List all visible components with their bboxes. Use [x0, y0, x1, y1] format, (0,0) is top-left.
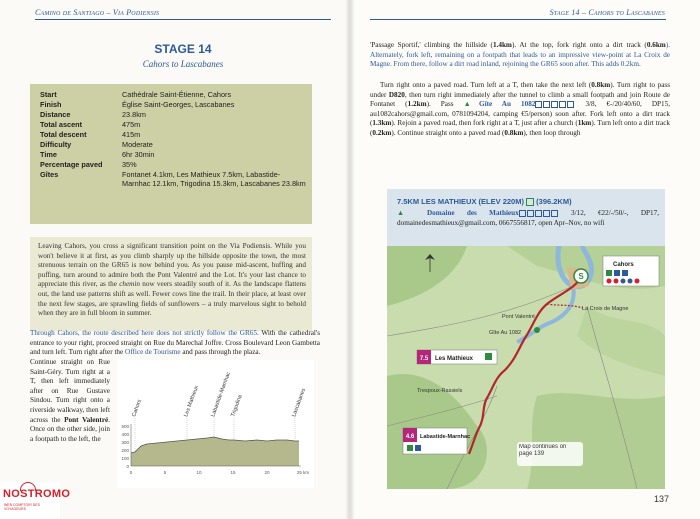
distance: 1km — [577, 119, 592, 128]
amenity-icon — [628, 279, 633, 284]
alternate-route-text: ). Alternately, fork left, remaining on a footpath that leads to an impressive view-point at La Croix de Magne. From there, follow a dirt road inland, rejoining the GR65 soon after. This adds 0.2km. — [370, 41, 671, 69]
house-icon: ▲ — [397, 209, 415, 217]
gite-icon — [407, 445, 413, 451]
amenity-icon — [614, 270, 620, 276]
distance: 0.8km — [504, 128, 524, 137]
text: ). Continue straight onto a paved road ( — [391, 128, 505, 137]
tourist-office-link[interactable]: Office de Tourisme — [125, 348, 181, 357]
info-label: Distance — [40, 110, 71, 119]
amenity-icon — [535, 101, 542, 108]
stage-title: STAGE 14 — [154, 42, 212, 56]
intro-italic-word: chemin — [119, 280, 140, 289]
place-label-croix-de-magne: La Croix de Magne — [582, 306, 629, 312]
amenity-icon — [543, 210, 550, 217]
place-label-trespoux: Trespoux-Rassiels — [417, 388, 463, 394]
amenity-icon — [415, 445, 421, 451]
info-label: Start — [40, 90, 57, 99]
waypoint-gite-name: Domaine des Mathieux — [426, 209, 519, 217]
place-label-gite: Gîte Au 1082 — [489, 330, 522, 336]
info-value: Cathédrale Saint-Étienne, Cahors — [122, 90, 232, 99]
cahors-label: Cahors — [613, 262, 634, 268]
route-text: . Once on the other side, join a footpath to the left, the — [30, 415, 111, 443]
text: ). At the top, fork right onto a dirt track ( — [511, 41, 647, 49]
text: 'Passage Sportif,' climbing the hillside ( — [370, 41, 493, 49]
y-tick-label: 400 — [121, 432, 129, 437]
route-text: and pass through the plaza. — [180, 348, 261, 357]
waypoint-details: 3/12, €22/-/50/-, DP17, domainedesmathieux@gmail.com, 0667556817, open Apr–Nov, no wifi — [397, 209, 659, 227]
forest-area — [527, 393, 665, 489]
info-label: Time — [40, 150, 57, 159]
text: ). Pass — [426, 100, 464, 109]
waypoint-number: 4.6 — [405, 434, 415, 440]
elevation-profile — [117, 360, 314, 488]
amenity-icon — [621, 279, 626, 284]
waypoint-title — [397, 197, 572, 206]
text: 3/8, €-/20/40/60, DP15, au1082cahors@gmail.com, 0781094204, camping €5/person) soon after. Fork left onto a dirt track ( — [370, 100, 671, 128]
waypoint-square-icon — [526, 198, 534, 206]
map-continues-note — [517, 442, 583, 466]
amenity-icon — [535, 210, 542, 217]
route-text: With the cathedral's entrance to your right, proceed straight on Rue du Marechal Joffre. Cross Boulevard Leon Gambetta and turn left. Turn right after the — [30, 329, 320, 357]
logo-text: NOSTROMO — [3, 488, 71, 500]
text: ). Rejoin a paved road, then fork right at a T, just after a church ( — [391, 119, 578, 128]
intro-box — [30, 237, 312, 331]
waypoint-marker-mathieux — [417, 350, 497, 364]
header-rule-left — [35, 19, 331, 20]
gite-marker-icon — [534, 327, 540, 333]
info-value: 35% — [122, 160, 137, 169]
info-value: Moderate — [122, 140, 153, 149]
road-name: D820 — [388, 90, 405, 99]
book-gutter — [346, 0, 354, 519]
x-tick-label: 10 — [196, 470, 202, 475]
intro-part: now veers steadily south of it. As the landscape flattens out, the land use patterns shift as well. Fewer cows line the trail. In their place, at least over the next few stages, are sprawling fields of sunflowers – a truly marvelous sight to behold when they are in full bloom in summer. — [38, 280, 306, 318]
running-head-right: Stage 14 – Cahors to Lascabanes — [549, 8, 665, 17]
x-tick-label: 5 — [163, 470, 167, 475]
amenity-icon — [543, 101, 550, 108]
text: ). Turn right to pass under — [370, 81, 671, 99]
house-icon: ▲ — [463, 100, 479, 109]
x-tick-label: 25 km — [296, 470, 310, 475]
waypoint-heading: 7.5KM LES MATHIEUX (ELEV 220M) — [397, 197, 524, 206]
amenity-icon — [607, 279, 612, 284]
text: , then turn right immediately after the tunnel to climb a small footpath and join Route de Fontanet ( — [370, 90, 670, 109]
waypoint-text — [397, 209, 659, 228]
continues-text-wrap — [519, 444, 581, 466]
profile-place-label: Labastide-Marnhac — [210, 371, 232, 418]
info-value: 475m — [122, 120, 141, 129]
info-label: Total ascent — [40, 120, 83, 129]
info-label: Total descent — [40, 130, 87, 139]
distance: 1.2km — [407, 100, 427, 109]
text: ), then loop through — [523, 128, 581, 137]
distance: 1.3km — [372, 119, 392, 128]
distance: 0.2km — [372, 128, 392, 137]
profile-place-label: Lascabanes — [291, 387, 308, 418]
route-paragraph-narrow — [30, 358, 110, 444]
amenity-icon — [622, 270, 628, 276]
text: Turn right onto a paved road. Turn left at a T, then take the next left ( — [380, 81, 592, 89]
amenity-icon — [551, 210, 558, 217]
y-tick-label: 500 — [121, 424, 129, 429]
pont-valentre-label: Pont Valentré — [64, 415, 109, 424]
info-value: 6hr 30min — [122, 150, 155, 159]
info-label: Gîtes — [40, 170, 59, 179]
continues-text: Map continues on page 139 — [519, 444, 567, 457]
amenity-icon — [567, 101, 574, 108]
info-label: Percentage paved — [40, 160, 103, 169]
profile-background — [117, 360, 314, 488]
running-head-left: Camino de Santiago – Via Podiensis — [35, 8, 160, 17]
x-tick-label: 20 — [264, 470, 270, 475]
page-number: 137 — [654, 494, 670, 504]
y-tick-label: 300 — [121, 440, 129, 445]
info-label: Finish — [40, 100, 62, 109]
y-tick-label: 100 — [121, 456, 129, 461]
place-label-pont-valentre: Pont Valentré — [502, 314, 535, 320]
info-value: 23.8km — [122, 110, 146, 119]
distance: 0.8km — [591, 81, 611, 89]
stage-subtitle: Cahors to Lascabanes — [142, 59, 224, 69]
route-text: Continue straight on Rue Saint-Géry. Turn right at a T, then left immediately after on Rue Gustave Sindou. Turn right onto a riverside walkway, then left across the — [30, 358, 110, 424]
cahors-box — [603, 256, 659, 286]
route-note-link[interactable]: Through Cahors, the route described here does not strictly follow the GR65. — [30, 329, 259, 337]
intro-text — [38, 242, 306, 319]
waypoint-name: Les Mathieux — [435, 356, 474, 362]
profile-place-label: Les Mathieux — [183, 384, 201, 418]
nostromo-logo — [0, 482, 71, 519]
info-value: Église Saint-Georges, Lascabanes — [122, 100, 235, 109]
profile-place-label: Cahors — [131, 398, 143, 418]
waypoint-marker-labastide — [403, 428, 470, 454]
x-tick-label: 0 — [129, 470, 133, 475]
right-paragraph-1 — [370, 41, 670, 70]
info-label: Difficulty — [40, 140, 72, 149]
y-tick-label: 200 — [121, 448, 129, 453]
amenity-icon — [551, 101, 558, 108]
y-tick-label: 0 — [126, 464, 129, 469]
header-rule-right — [370, 19, 666, 20]
x-tick-label: 15 — [230, 470, 236, 475]
amenity-icon — [519, 210, 526, 217]
amenity-icon — [635, 279, 640, 284]
info-value: 415m — [122, 130, 141, 139]
waypoint-box — [387, 189, 665, 247]
distance: 1.4km — [492, 41, 512, 49]
amenity-icon — [527, 210, 534, 217]
profile-place-label: Trigodina — [230, 394, 244, 418]
distance: 0.6km — [646, 41, 666, 49]
amenity-icon — [614, 279, 619, 284]
start-marker-label: S — [578, 272, 584, 281]
logo-subtext: WEB COMPTOIR DES VOYAGEURS — [4, 503, 40, 511]
gite-icon — [606, 270, 612, 276]
right-paragraph-2 — [370, 81, 670, 139]
text: ). Turn left onto a dirt track ( — [370, 119, 670, 137]
waypoint-number: 7.5 — [419, 356, 429, 362]
route-paragraph — [30, 329, 320, 358]
intro-part: Leaving Cahors, you cross a significant transition point on the Via Podiensis. While you won't believe it at first, as you climb sharply up the hillside opposite the town, the most strenuous terrain on the GR65 is now behind you. As you pause mid-ascent, huffing and puffing, turn around to admire both the Pont Valentré and the Lot. It's your last chance to appreciate this river, as the — [38, 242, 306, 289]
amenity-icon — [559, 101, 566, 108]
waypoint-name: Labastide-Marnhac — [420, 434, 471, 440]
waypoint-distance: (396.2KM) — [536, 197, 572, 206]
stage-info-box — [30, 84, 312, 224]
route-map — [387, 246, 665, 489]
info-value: Fontanet 4.1km, Les Mathieux 7.5km, Labastide-Marnhac 12.1km, Trigodina 15.3km, Lascabanes 23.8km — [122, 170, 306, 188]
gite-name: Gîte Au 1082 — [478, 100, 536, 109]
gite-icon — [485, 353, 492, 360]
